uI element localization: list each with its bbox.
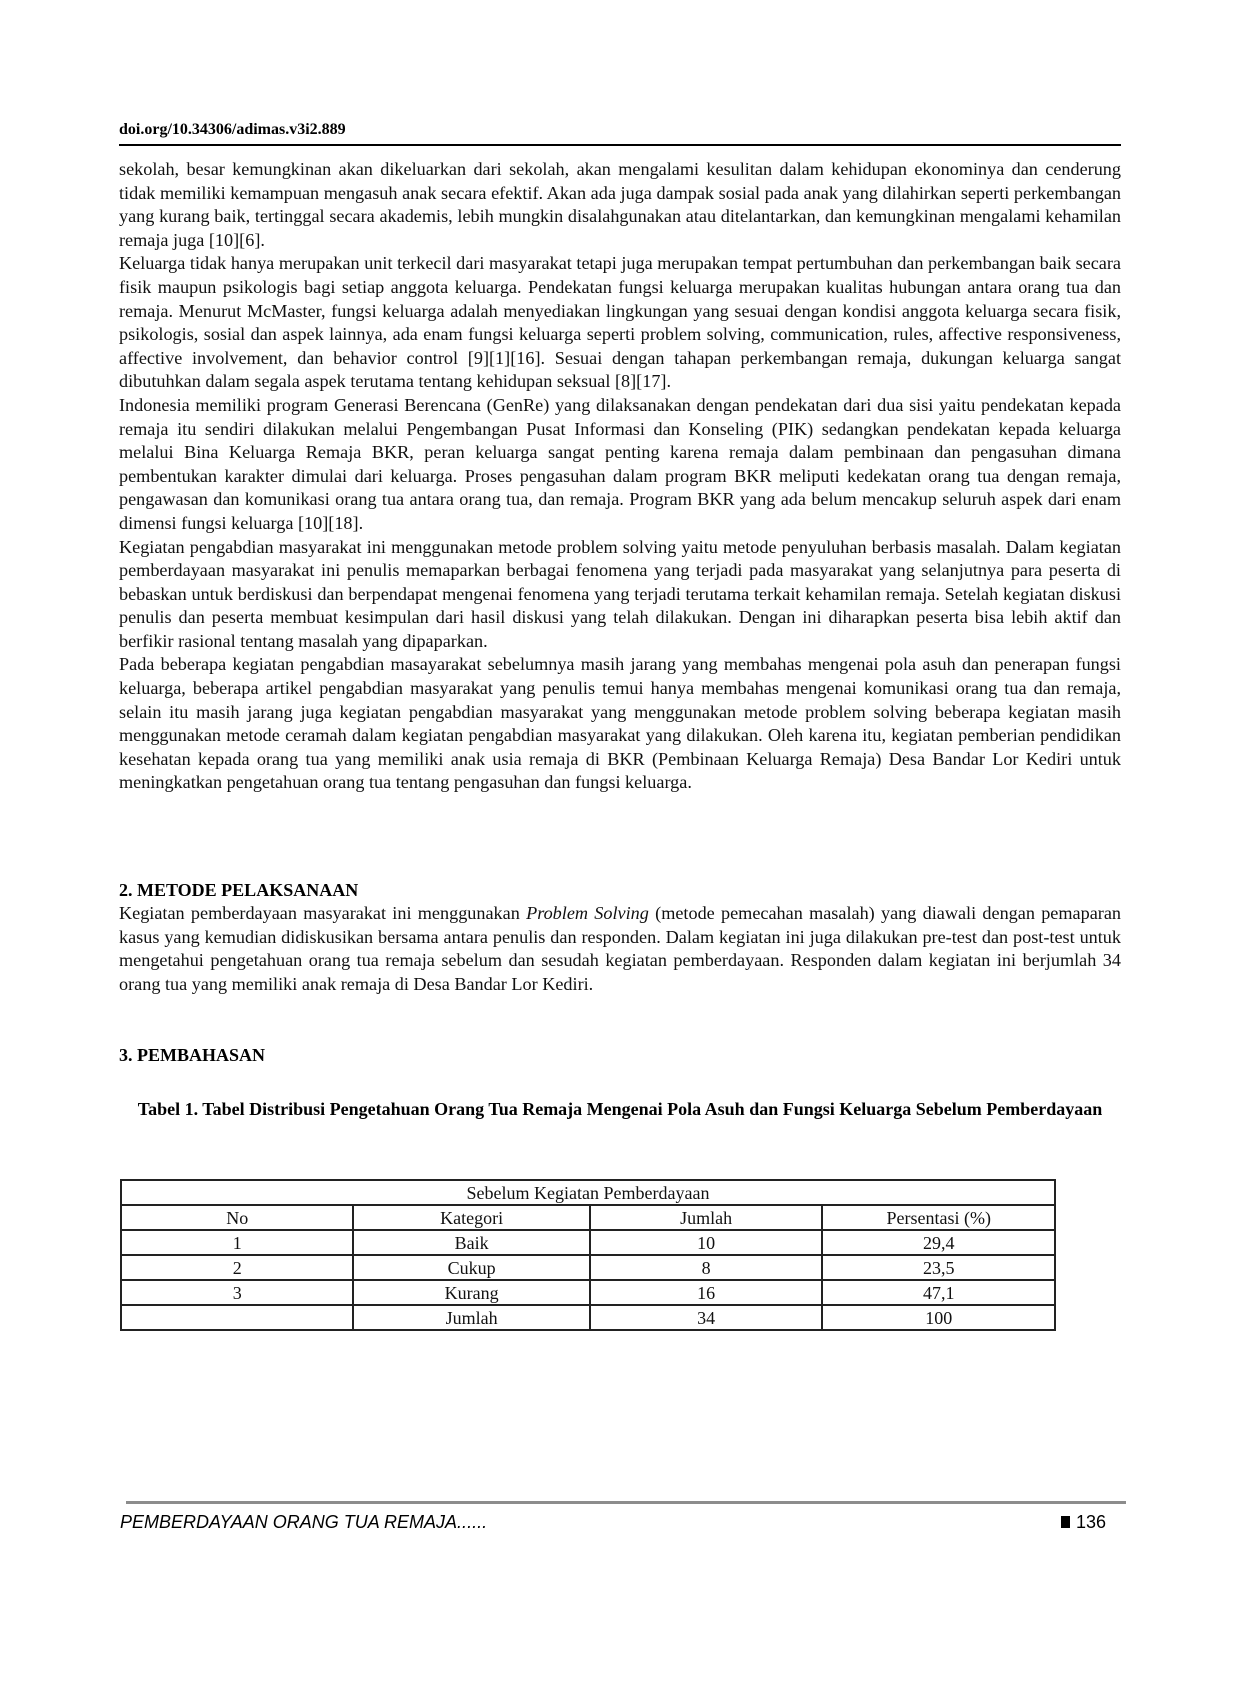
section-heading: 3. PEMBAHASAN <box>119 1045 266 1065</box>
intro-body <box>119 158 1121 795</box>
table-group-header-row <box>121 1180 1055 1205</box>
section-heading: 2. METODE PELAKSANAAN <box>119 880 359 900</box>
text-run: Kegiatan pemberdayaan masyarakat ini menggunakan <box>119 903 527 923</box>
table-total-row <box>121 1305 1055 1330</box>
column-header: Persentasi (%) <box>822 1205 1055 1230</box>
paragraph: Kegiatan pengabdian masyarakat ini menggunakan metode problem solving yaitu metode penyuluhan berbasis masalah. Dalam kegiatan pemberdayaan masyarakat ini penulis memaparkan berbagai fenomena yang terjadi pada masyarakat yang selanjutnya para peserta di bebaskan untuk berdiskusi dan berpendapat mengenai fenomena yang terjadi terutama terkait kehamilan remaja. Setelah kegiatan diskusi penulis dan peserta membuat kesimpulan dari hasil diskusi yang telah dilakukan. Dengan ini diharapkan peserta bisa lebih aktif dan berfikir rasional tentang masalah yang dipaparkan. <box>119 536 1121 651</box>
table-cell: 100 <box>822 1305 1055 1330</box>
table-row <box>121 1230 1055 1255</box>
column-header: Jumlah <box>590 1205 823 1230</box>
paragraph: Keluarga tidak hanya merupakan unit terkecil dari masyarakat tetapi juga merupakan tempat pertumbuhan dan perkembangan baik secara fisik maupun psikologis bagi setiap anggota keluarga. Pendekatan fungsi keluarga merupakan kualitas hubungan antara orang tua dan remaja. Menurut McMaster, fungsi keluarga adalah menyediakan lingkungan yang sesuai dengan kondisi anggota keluarga secara fisik, psikologis, sosial dan aspek lainnya, ada enam fungsi keluarga seperti problem solving, communication, rules, affective responsiveness, affective involvement, dan behavior control [9][1][16]. Sesuai dengan tahapan perkembangan remaja, dukungan keluarga sangat dibutuhkan dalam segala aspek terutama tentang kehidupan seksual [8][17]. <box>119 253 1121 392</box>
table-cell: Kurang <box>353 1280 590 1305</box>
table-cell: Jumlah <box>353 1305 590 1330</box>
footer-divider <box>126 1501 1126 1504</box>
table-cell: Cukup <box>353 1255 590 1280</box>
table-row <box>121 1280 1055 1305</box>
table-cell: 8 <box>590 1255 823 1280</box>
section-pembahasan <box>119 1045 1121 1066</box>
column-header: No <box>121 1205 353 1230</box>
table-header-row <box>121 1205 1055 1230</box>
paragraph <box>119 902 1121 996</box>
doi-header: doi.org/10.34306/adimas.v3i2.889 <box>119 120 1121 146</box>
section-metode <box>119 878 1121 996</box>
table-cell: 16 <box>590 1280 823 1305</box>
table-caption: Tabel 1. Tabel Distribusi Pengetahuan Orang Tua Remaja Mengenai Pola Asuh dan Fungsi Keluarga Sebelum Pemberdayaan <box>137 1099 1103 1119</box>
italic-term: Problem Solving <box>526 903 649 923</box>
table-cell: 47,1 <box>822 1280 1055 1305</box>
square-bullet-icon <box>1061 1516 1070 1528</box>
table-cell: 34 <box>590 1305 823 1330</box>
table-cell: 29,4 <box>822 1230 1055 1255</box>
paragraph: sekolah, besar kemungkinan akan dikeluarkan dari sekolah, akan mengalami kesulitan dalam kehidupan ekonominya dan cenderung tidak memiliki kemampuan mengasuh anak secara efektif. Akan ada juga dampak sosial pada anak yang dilahirkan seperti perkembangan yang kurang baik, tertinggal secara akademis, lebih mungkin disalahgunakan atau ditelantarkan, dan kemungkinan mengalami kehamilan remaja juga [10][6]. <box>119 159 1121 250</box>
paragraph: Pada beberapa kegiatan pengabdian masayarakat sebelumnya masih jarang yang membahas mengenai pola asuh dan penerapan fungsi keluarga, beberapa artikel pengabdian masyarakat yang penulis temui hanya membahas mengenai komunikasi orang tua dan remaja, selain itu masih jarang juga kegiatan pengabdian masyarakat yang menggunakan metode problem solving beberapa kegiatan masih menggunakan metode ceramah dalam kegiatan pengabdian masyarakat yang dilakukan. Oleh karena itu, kegiatan pemberian pendidikan kesehatan kepada orang tua yang memiliki anak usia remaja di BKR (Pembinaan Keluarga Remaja) Desa Bandar Lor Kediri untuk meningkatkan pengetahuan orang tua tentang pengasuhan dan fungsi keluarga. <box>119 654 1121 793</box>
table-group-header: Sebelum Kegiatan Pemberdayaan <box>121 1180 1055 1205</box>
text-run: (metode pemecahan masalah) yang diawali dengan pemaparan kasus yang kemudian didiskusikan bersama antara penulis dan responden. Dalam kegiatan ini juga dilakukan pre-test dan post-test untuk mengetahui pengetahuan orang tua remaja sebelum dan sesudah kegiatan pemberdayaan. Responden dalam kegiatan ini berjumlah 34 orang tua yang memiliki anak remaja di Desa Bandar Lor Kediri. <box>119 903 1121 994</box>
paragraph: Indonesia memiliki program Generasi Berencana (GenRe) yang dilaksanakan dengan pendekatan dari dua sisi yaitu pendekatan kepada remaja itu sendiri dilakukan melalui Pengembangan Pusat Informasi dan Konseling (PIK) sedangkan pendekatan kepada keluarga melalui Bina Keluarga Remaja BKR, peran keluarga sangat penting karena remaja dalam pembinaan dan pengasuhan dimana pembentukan karakter dimulai dari keluarga. Proses pengasuhan dalam program BKR meliputi kedekatan orang tua dengan remaja, pengawasan dan komunikasi orang tua antara orang tua, dan remaja. Program BKR yang ada belum mencakup seluruh aspek dari enam dimensi fungsi keluarga [10][18]. <box>119 394 1121 533</box>
table-cell: 23,5 <box>822 1255 1055 1280</box>
page-number: 136 <box>1075 1512 1106 1532</box>
distribution-table <box>120 1179 1056 1331</box>
table-cell: Baik <box>353 1230 590 1255</box>
table-row <box>121 1255 1055 1280</box>
running-title: PEMBERDAYAAN ORANG TUA REMAJA...... <box>120 1512 488 1532</box>
table-cell: 10 <box>590 1230 823 1255</box>
table-cell: 3 <box>121 1280 353 1305</box>
column-header: Kategori <box>353 1205 590 1230</box>
page-number-block <box>1061 1512 1106 1533</box>
table-cell <box>121 1305 353 1330</box>
table-cell: 2 <box>121 1255 353 1280</box>
table-cell: 1 <box>121 1230 353 1255</box>
